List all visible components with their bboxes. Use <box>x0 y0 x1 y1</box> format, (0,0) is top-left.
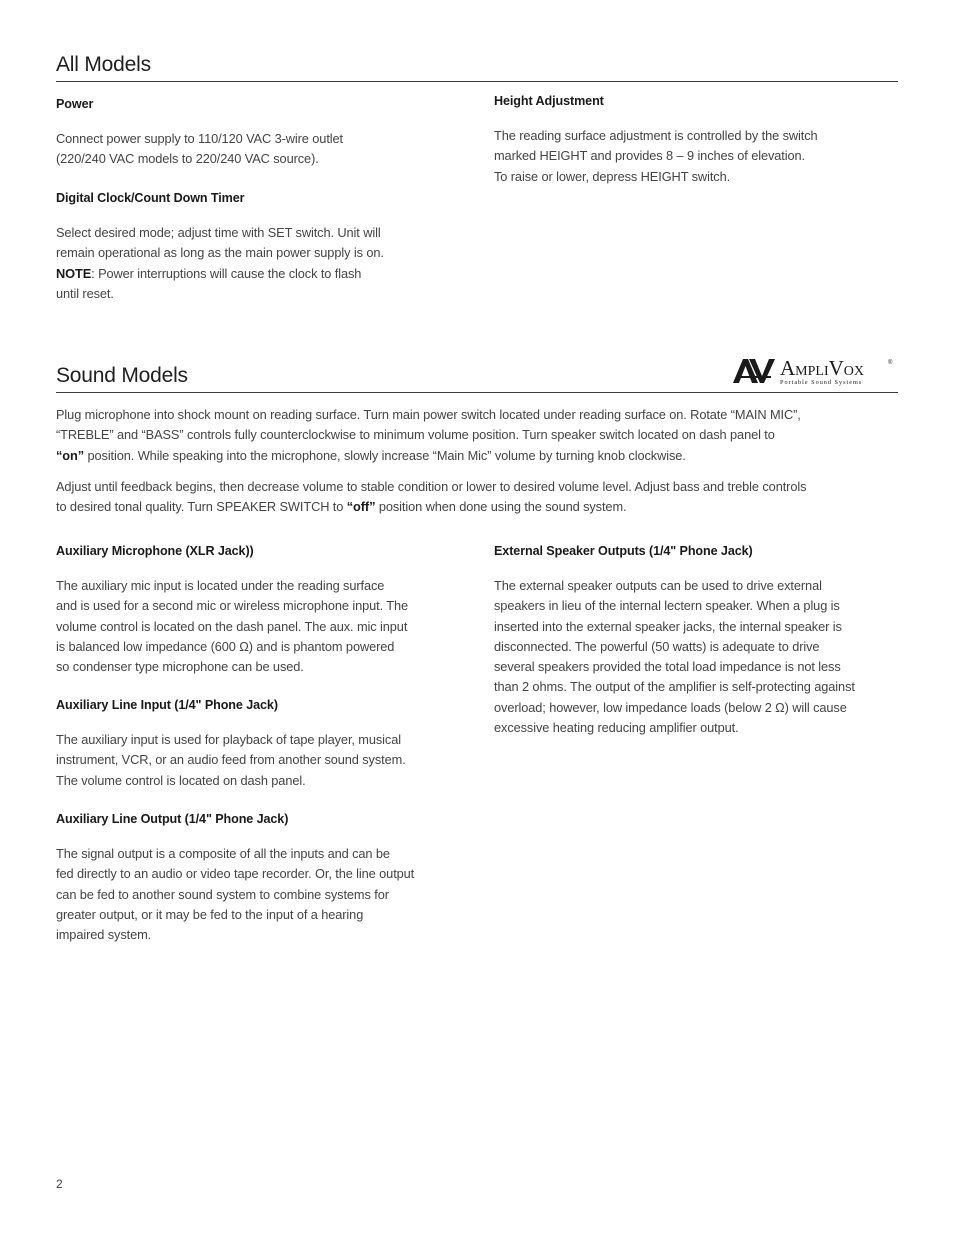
power-text: Connect power supply to 110/120 VAC 3-wire outlet (220/240 VAC models to 220/240 VAC source). <box>56 131 343 167</box>
clock-text: Select desired mode; adjust time with SET switch. Unit will remain operational as long as the main power supply is on. NOTE: Power interruptions will cause the clock to flash until reset. <box>56 225 384 301</box>
ext-speaker-heading: External Speaker Outputs (1/4" Phone Jack) <box>494 544 753 558</box>
sound-intro-2-text: Adjust until feedback begins, then decrease volume to stable condition or lower to desired volume level. Adjust bass and treble controls to desired tonal quality. Turn SPEAKER SWITCH to “off” position when done using the sound system. <box>56 479 807 515</box>
note-label: NOTE <box>56 265 92 281</box>
height-heading: Height Adjustment <box>494 94 604 108</box>
aux-line-out-section <box>56 812 466 945</box>
height-text: The reading surface adjustment is controlled by the switch marked HEIGHT and provides 8 – 9 inches of elevation. To raise or lower, depress HEIGHT switch. <box>494 128 818 184</box>
aux-mic-section <box>56 544 466 677</box>
section-title-sound-models: Sound Models <box>56 364 898 393</box>
amplivox-logo <box>731 356 895 386</box>
clock-heading: Digital Clock/Count Down Timer <box>56 191 245 205</box>
ext-speaker-section <box>494 544 900 738</box>
aux-line-out-heading: Auxiliary Line Output (1/4" Phone Jack) <box>56 812 289 826</box>
off-label: “off” <box>346 499 376 515</box>
svg-text:Portable Sound Systems: Portable Sound Systems <box>780 379 863 386</box>
aux-line-out-text: The signal output is a composite of all the inputs and can be fed directly to an audio or video tape recorder. Or, the line output can be fed to another sound system to combine systems for greater output, or it may be fed to the input of a hearing impaired system. <box>56 846 415 943</box>
aux-line-in-section <box>56 698 466 791</box>
ext-speaker-text: The external speaker outputs can be used to drive external speakers in lieu of the internal lectern speaker. When a plug is inserted into the external speaker jacks, the internal speaker is disconnected. The powerful (50 watts) is adequate to drive several speakers provided the total load impedance is not less than 2 ohms. The output of the amplifier is self-protecting against overload; however, low impedance loads (below 2 Ω) will cause excessive heating reducing amplifier output. <box>494 578 855 736</box>
power-heading: Power <box>56 97 94 111</box>
sound-intro-2 <box>56 477 898 518</box>
aux-line-in-heading: Auxiliary Line Input (1/4" Phone Jack) <box>56 698 278 712</box>
sound-intro-1-text: Plug microphone into shock mount on reading surface. Turn main power switch located under reading surface on. Rotate “MAIN MIC”, “TREBLE” and “BASS” controls fully counterclockwise to minimum volume position. Turn speaker switch located on dash panel to “on” position. While speaking into the microphone, slowly increase “Main Mic” volume by turning knob clockwise. <box>56 407 801 463</box>
height-section <box>494 94 898 187</box>
aux-line-in-text: The auxiliary input is used for playback of tape player, musical instrument, VCR, or an audio feed from another sound system. The volume control is located on dash panel. <box>56 732 406 788</box>
svg-text:AMPLIVOX: AMPLIVOX <box>780 356 865 380</box>
on-label: “on” <box>56 447 85 463</box>
page-number: 2 <box>56 1177 63 1191</box>
aux-mic-text: The auxiliary mic input is located under the reading surface and is used for a second mic or wireless microphone input. The volume control is located on the dash panel. The aux. mic input is balanced low impedance (600 Ω) and is phantom powered so condenser type microphone can be used. <box>56 578 409 675</box>
clock-section <box>56 191 456 304</box>
svg-text:®: ® <box>888 360 893 366</box>
aux-mic-heading: Auxiliary Microphone (XLR Jack)) <box>56 544 254 558</box>
section-title-all-models: All Models <box>56 53 898 82</box>
sound-intro-1 <box>56 405 898 466</box>
amplivox-av-logo-icon <box>731 356 895 386</box>
power-section <box>56 97 456 170</box>
